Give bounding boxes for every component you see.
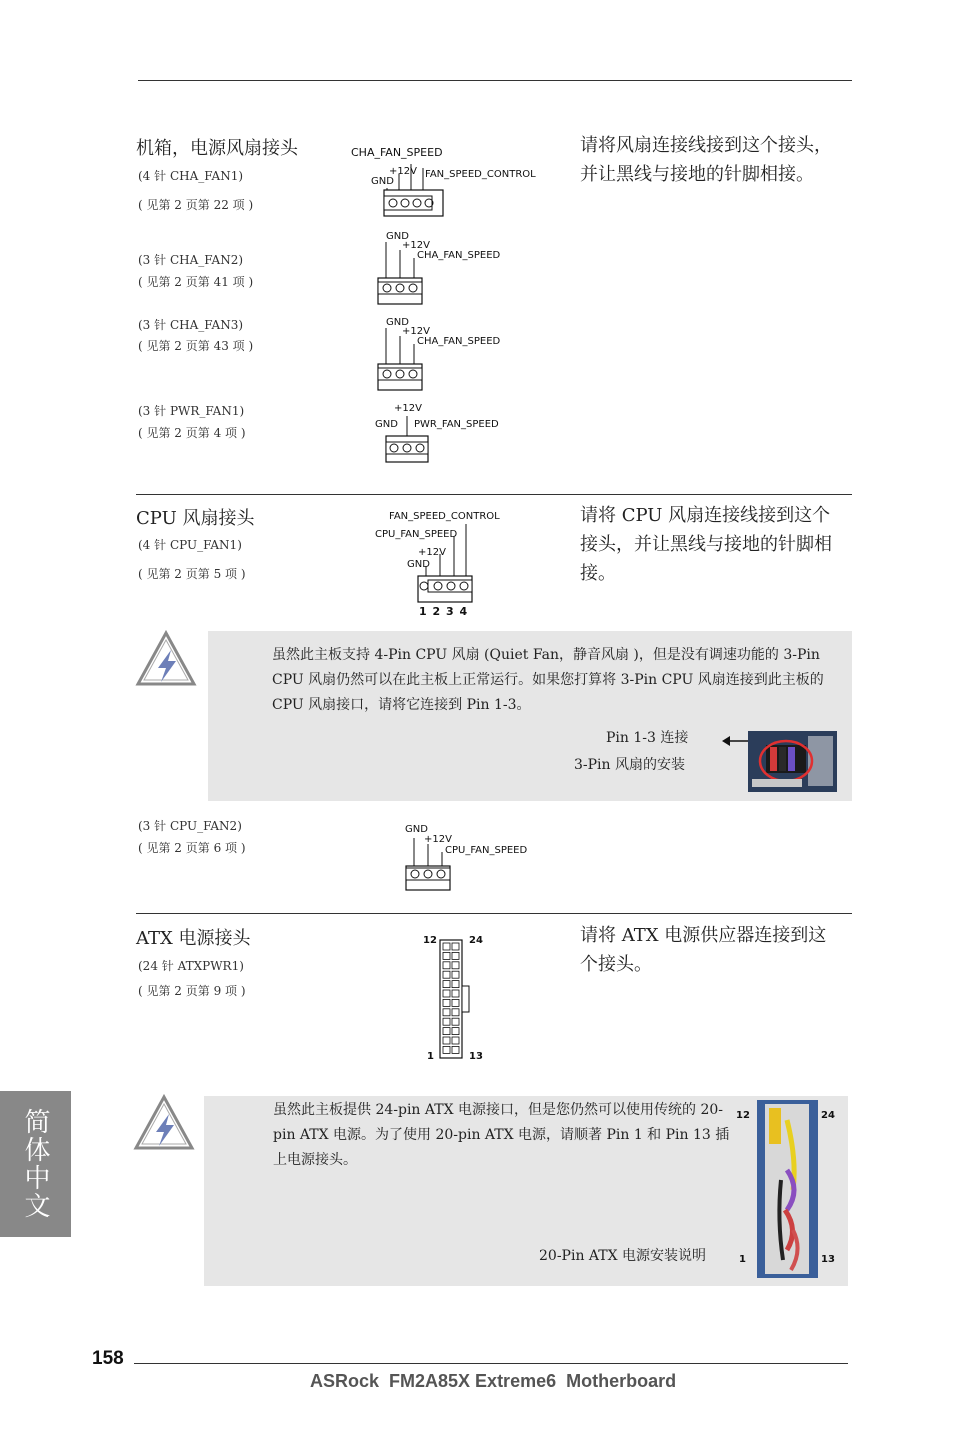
atx-note-text: 虽然此主板提供 24-pin ATX 电源接口，但是您仍然可以使用传统的 20-pin ATX 电源。为了使用 20-pin ATX 电源，请顺著 Pin 1 和 Pin 13 插上电源接头。	[273, 1102, 730, 1168]
cpu-fan-header-photo	[748, 731, 837, 792]
cha-fan3-label-12v: +12V	[402, 326, 430, 337]
atx-pins: (24 针 ATXPWR1)	[138, 959, 244, 973]
atx-pin	[443, 999, 450, 1006]
cha-fan2-label-12v: +12V	[402, 240, 430, 251]
cha-fan3-label-gnd: GND	[386, 317, 409, 328]
atx-latch	[462, 986, 469, 1012]
cpu-fan2-label-12v: +12V	[424, 834, 452, 845]
atx-pin12-label: 12	[423, 935, 437, 946]
atx-photo-label-13: 13	[821, 1254, 835, 1265]
pwr-fan1-label-12v: +12V	[394, 403, 422, 414]
cpu-fan1-ref: ( 见第 2 页第 5 项 )	[138, 567, 246, 581]
cpu-fan1-pins: (4 针 CPU_FAN1)	[138, 538, 242, 552]
chassis-fan-desc: 请将风扇连接线接到这个接头，并让黑线与接地的针脚相接。	[580, 135, 832, 185]
pwr-fan1-ref: ( 见第 2 页第 4 项 )	[138, 426, 246, 440]
cpu-fan1-label-12v: +12V	[418, 547, 446, 558]
cpu-fan2-label-speed: CPU_FAN_SPEED	[445, 845, 528, 856]
cha-fan1-label-gnd: GND	[371, 176, 394, 187]
top-rule	[138, 80, 852, 81]
atx-pin	[443, 1009, 450, 1016]
cpu-fan1-pin-numbers: 1 2 3 4	[419, 605, 469, 618]
language-side-tab	[0, 1091, 71, 1237]
pwr-fan1-label-speed: PWR_FAN_SPEED	[414, 419, 499, 430]
cpu-fan2-pins: (3 针 CPU_FAN2)	[138, 819, 242, 833]
cpu-fan1-label-control: FAN_SPEED_CONTROL	[389, 511, 500, 522]
pin13-connection-caption: Pin 1-3 连接	[606, 730, 689, 746]
cpu-fan2-connector-diagram	[404, 834, 454, 894]
cpu-fan1-label-speed: CPU_FAN_SPEED	[375, 529, 458, 540]
atx-pin	[443, 990, 450, 997]
language-side-tab-label: 简体中文	[20, 1108, 50, 1220]
cpu-fan-note-text: 虽然此主板支持 4-Pin CPU 风扇 (Quiet Fan，静音风扇 )，但是没有调速功能的 3-Pin CPU 风扇仍然可以在此主板上正常运行。如果您打算将 3-Pin CPU 风扇连接到此主板的 CPU 风扇接口，请将它连接到 Pin 1-3。	[272, 647, 824, 713]
atx-ref: ( 见第 2 页第 9 项 )	[138, 984, 246, 998]
cpu-fan1-connector-diagram	[414, 524, 480, 606]
cha-fan1-label-12v: +12V	[389, 166, 417, 177]
atx-photo-label-12: 12	[736, 1110, 750, 1121]
atx-pin	[452, 981, 459, 988]
atx-pin	[452, 999, 459, 1006]
atx-pin	[443, 981, 450, 988]
pwr-fan1-connector-diagram	[384, 414, 434, 466]
cpu-fan2-label-gnd: GND	[405, 824, 428, 835]
atx-pin	[452, 943, 459, 950]
atx-pin	[443, 962, 450, 969]
pwr-fan1-pins: (3 针 PWR_FAN1)	[138, 404, 245, 418]
arrow-left-icon	[722, 734, 750, 748]
atx-pin	[452, 971, 459, 978]
atx-photo-label-24: 24	[821, 1110, 835, 1121]
footer-rule	[134, 1363, 848, 1364]
cha-fan1-ref: ( 见第 2 页第 22 项 )	[138, 198, 254, 212]
atx-pin13-label: 13	[469, 1051, 483, 1062]
cpu-fan-desc: 请将 CPU 风扇连接线接到这个接头，并让黑线与接地的针脚相接。	[580, 505, 832, 584]
atx-install-caption: 20-Pin ATX 电源安装说明	[539, 1248, 707, 1264]
cpu-fan-title: CPU 风扇接头	[136, 508, 255, 529]
atx-pin24-label: 24	[469, 935, 483, 946]
footer-brand: ASRock FM2A85X Extreme6 Motherboard	[310, 1371, 677, 1391]
cha-fan2-label-speed: CHA_FAN_SPEED	[417, 250, 501, 261]
atx-pin	[443, 971, 450, 978]
cha-fan3-connector-diagram	[376, 324, 426, 396]
pwr-fan1-label-gnd: GND	[375, 419, 398, 430]
atx-pin	[443, 1028, 450, 1035]
atx-title: ATX 电源接头	[136, 928, 251, 949]
atx-pin	[452, 1028, 459, 1035]
atx-connector-diagram	[438, 938, 472, 1062]
cha-fan1-label-speed: CHA_FAN_SPEED	[351, 146, 443, 159]
atx-pin	[443, 1046, 450, 1053]
atx-pin	[443, 1018, 450, 1025]
atx-pin	[452, 1046, 459, 1053]
atx-pin	[443, 1037, 450, 1044]
cha-fan1-label-control: FAN_SPEED_CONTROL	[425, 169, 536, 180]
cha-fan1-pins: (4 针 CHA_FAN1)	[138, 169, 244, 183]
atx-pin1-label: 1	[427, 1051, 434, 1062]
cpu-fan2-ref: ( 见第 2 页第 6 项 )	[138, 841, 246, 855]
chassis-fan-title: 机箱，电源风扇接头	[136, 138, 298, 159]
3pin-fan-install-caption: 3-Pin 风扇的安装	[574, 757, 686, 773]
atx-pin	[452, 1009, 459, 1016]
atx-pin	[443, 943, 450, 950]
atx-pin	[452, 962, 459, 969]
atx-desc: 请将 ATX 电源供应器连接到这个接头。	[580, 925, 827, 975]
cha-fan3-ref: ( 见第 2 页第 43 项 )	[138, 339, 254, 353]
atx-pin	[452, 990, 459, 997]
cha-fan2-connector-diagram	[376, 238, 426, 310]
page-number: 158	[92, 1348, 124, 1369]
atx-pin	[452, 1018, 459, 1025]
cpu-section-rule	[136, 494, 852, 495]
cha-fan2-label-gnd: GND	[386, 231, 409, 242]
cha-fan2-pins: (3 针 CHA_FAN2)	[138, 253, 244, 267]
warning-icon	[133, 1094, 195, 1152]
cha-fan1-connector-diagram	[380, 160, 450, 222]
atx-power-photo	[757, 1100, 818, 1278]
warning-icon	[135, 630, 197, 688]
cha-fan2-ref: ( 见第 2 页第 41 项 )	[138, 275, 254, 289]
atx-pin	[452, 1037, 459, 1044]
atx-pin	[443, 952, 450, 959]
atx-section-rule	[136, 913, 852, 914]
cha-fan3-label-speed: CHA_FAN_SPEED	[417, 336, 501, 347]
atx-photo-label-1: 1	[739, 1254, 746, 1265]
cpu-fan1-label-gnd: GND	[407, 559, 430, 570]
atx-pin	[452, 952, 459, 959]
cha-fan3-pins: (3 针 CHA_FAN3)	[138, 318, 244, 332]
